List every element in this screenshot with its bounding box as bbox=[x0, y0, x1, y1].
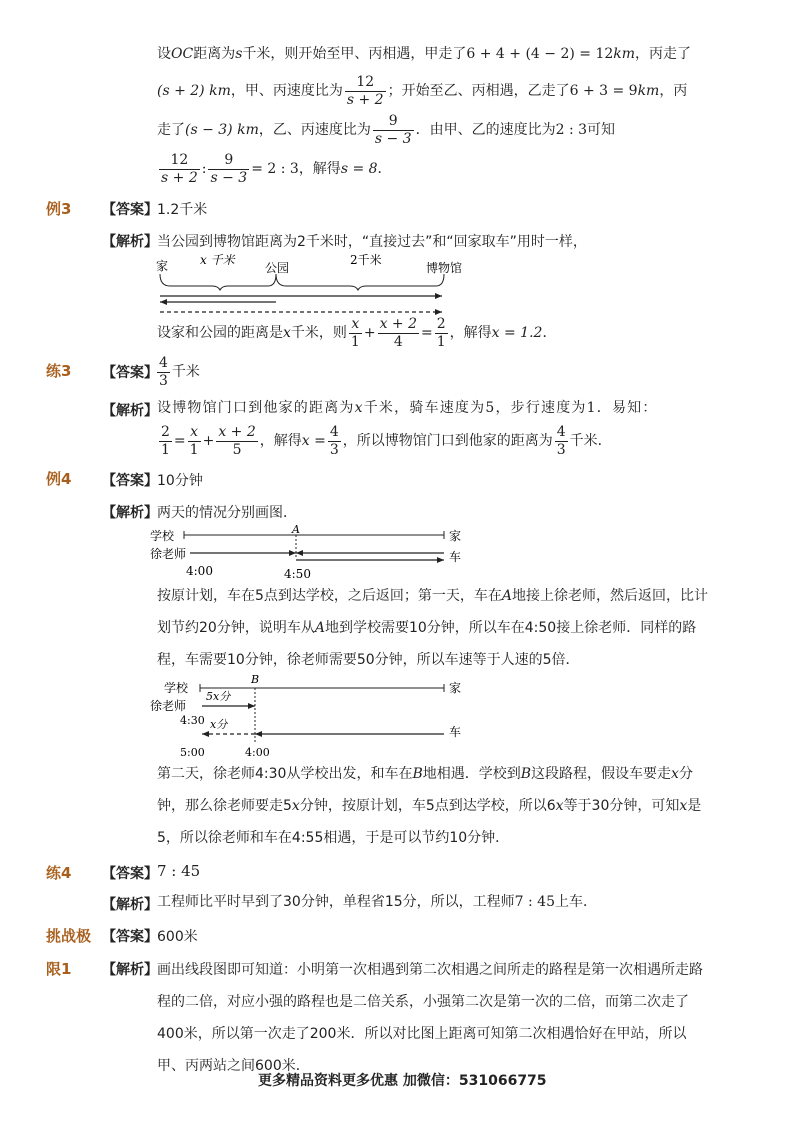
label-school: 学校 bbox=[150, 529, 175, 543]
denominator: 4 bbox=[393, 333, 403, 350]
unit: 千米 bbox=[171, 364, 200, 380]
solution-label: 【解析】 bbox=[102, 234, 158, 250]
ex3-equation-line bbox=[157, 314, 556, 352]
ex4-para-2-line-2 bbox=[157, 796, 701, 816]
text: 程，车需要10分钟，徐老师需要50分钟，所以车速等于人速的5倍． bbox=[157, 652, 580, 668]
text: ，解得 bbox=[298, 161, 341, 177]
text: 设 bbox=[157, 46, 171, 62]
text: ．由甲、乙的速度比为 bbox=[415, 122, 556, 138]
denominator: 1 bbox=[350, 333, 360, 350]
answer-label: 【答案】 bbox=[102, 866, 158, 882]
text: 千米，骑车速度为 bbox=[363, 400, 486, 416]
numerator: 2 bbox=[436, 315, 446, 332]
text: 第二天，徐老师4:30从学校出发，和车在 bbox=[157, 766, 413, 782]
label-5x-min: 5x分 bbox=[206, 690, 231, 703]
answer-value: 7 : 45 bbox=[157, 862, 201, 880]
label-school: 学校 bbox=[164, 681, 189, 695]
challenge-solution-line-4: 甲、丙两站之间600米． bbox=[157, 1058, 310, 1074]
text: 千米，则开始至甲、丙相遇，甲走了 bbox=[242, 46, 467, 62]
answer-label: 【答案】 bbox=[102, 473, 158, 489]
text: 千米，则 bbox=[290, 325, 347, 341]
example-tag: 例4 bbox=[46, 470, 72, 488]
challenge-tag-line-2: 限1 bbox=[46, 960, 72, 978]
label-home: 家 bbox=[449, 681, 462, 695]
numerator: 9 bbox=[373, 113, 414, 131]
text: 设家和公园的距离是 bbox=[157, 325, 283, 341]
numerator: 12 bbox=[159, 152, 200, 170]
practice-tag: 练4 bbox=[46, 864, 72, 882]
text: 地接上徐老师，然后返回，比计 bbox=[512, 588, 709, 604]
math-op: + bbox=[363, 325, 376, 341]
time-400: 4:00 bbox=[245, 746, 270, 759]
fraction bbox=[349, 316, 362, 351]
numerator: 12 bbox=[345, 74, 386, 92]
top-line-2 bbox=[157, 72, 687, 110]
arrow-head bbox=[296, 550, 303, 556]
math-expr: (s − 3) km bbox=[185, 122, 259, 138]
text: 走了 bbox=[157, 122, 185, 138]
denominator: 3 bbox=[556, 441, 566, 458]
denominator: 3 bbox=[329, 441, 339, 458]
numerator: 4 bbox=[329, 423, 339, 440]
label-museum: 博物馆 bbox=[426, 261, 463, 275]
number: 5 bbox=[485, 400, 496, 416]
ex4-para-1-line-3 bbox=[157, 650, 580, 670]
numerator: 4 bbox=[159, 354, 168, 371]
math-var: OC bbox=[171, 46, 194, 62]
arrow-head bbox=[289, 550, 296, 556]
math-var: A bbox=[314, 620, 325, 636]
text: 5，所以徐老师和车在4:55相遇，于是可以节约10分钟． bbox=[157, 830, 510, 846]
denominator: s − 3 bbox=[210, 169, 248, 186]
math-expr: s = 8 bbox=[340, 161, 378, 177]
ex4-para-2-line-3 bbox=[157, 828, 509, 848]
ex4-para-1-line-1 bbox=[157, 586, 708, 606]
math-var: x bbox=[354, 400, 364, 416]
label-xu-teacher: 徐老师 bbox=[150, 699, 187, 713]
denominator: 1 bbox=[189, 441, 199, 458]
label-park: 公园 bbox=[265, 261, 290, 275]
text: 可知 bbox=[587, 122, 616, 138]
ex4-para-1-line-2 bbox=[157, 618, 696, 638]
top-line-1 bbox=[157, 44, 691, 64]
pr3-solution-line-1 bbox=[157, 398, 658, 418]
math-expr: = 2 : 3 bbox=[251, 161, 299, 177]
fraction bbox=[435, 316, 448, 351]
numerator: x + 2 bbox=[218, 423, 256, 440]
pr3-solution-line-2 bbox=[157, 422, 612, 460]
answer-label: 【答案】 bbox=[102, 365, 158, 381]
denominator: 1 bbox=[436, 333, 446, 350]
fraction bbox=[157, 355, 170, 390]
challenge-solution-line-1: 画出线段图即可知道：小明第一次相遇到第二次相遇之间所走的路程是第一次相遇所走路 bbox=[157, 962, 703, 978]
math-var: B bbox=[520, 766, 532, 782]
timeline-diagram-2 bbox=[150, 672, 480, 762]
math-unit: km bbox=[637, 83, 660, 99]
math-unit: km bbox=[613, 46, 636, 62]
text: ，所以博物馆门口到他家的距离为 bbox=[342, 433, 553, 449]
challenge-solution-line-3: 400米，所以第一次走了200米．所以对比图上距离可知第二次相遇恰好在甲站，所以 bbox=[157, 1026, 687, 1042]
text: 是 bbox=[687, 798, 702, 814]
answer-label: 【答案】 bbox=[102, 929, 158, 945]
math-op: = bbox=[173, 433, 186, 449]
label-x-km: x 千米 bbox=[200, 253, 235, 267]
example-tag: 例3 bbox=[46, 200, 72, 218]
time: 7 : 45 bbox=[514, 894, 555, 910]
math-var: x bbox=[671, 766, 679, 782]
label-x-min: x分 bbox=[210, 718, 228, 731]
time-450: 4:50 bbox=[284, 567, 311, 581]
practice-tag: 练3 bbox=[46, 362, 72, 380]
math-op: + bbox=[202, 433, 215, 449]
denominator: 3 bbox=[159, 372, 168, 389]
text: ，乙、丙速度比为 bbox=[258, 122, 371, 138]
text: 钟，那么徐老师要走5 bbox=[157, 798, 292, 814]
top-line-4 bbox=[157, 150, 392, 188]
text: ． bbox=[377, 161, 392, 177]
arrow-head bbox=[255, 731, 262, 737]
math-var: x bbox=[283, 325, 291, 341]
numerator: x bbox=[188, 424, 201, 442]
fraction bbox=[373, 113, 414, 148]
text: 按原计划，车在5点到达学校，之后返回；第一天，车在 bbox=[157, 588, 502, 604]
denominator: 5 bbox=[232, 441, 242, 458]
top-line-3 bbox=[157, 111, 615, 149]
challenge-tag-line-1: 挑战极 bbox=[46, 927, 92, 945]
brace-x bbox=[160, 274, 276, 290]
text: ，丙走了 bbox=[635, 46, 692, 62]
footer-ad: 更多精品资料更多优惠 加微信：531066775 bbox=[258, 1073, 547, 1089]
math-expr: 2 : 3 bbox=[555, 122, 588, 138]
math-expr: x = 1.2 bbox=[491, 325, 543, 341]
fraction bbox=[345, 74, 386, 109]
solution-text: 当公园到博物馆距离为2千米时，“直接过去”和“回家取车”用时一样， bbox=[157, 234, 587, 250]
math-expr: (s + 2) km bbox=[157, 83, 231, 99]
solution-label: 【解析】 bbox=[102, 403, 158, 419]
timeline-diagram-1 bbox=[150, 523, 480, 583]
text: ，甲、丙速度比为 bbox=[230, 83, 343, 99]
fraction bbox=[208, 152, 249, 187]
label-car: 车 bbox=[449, 725, 462, 739]
number: 1 bbox=[586, 400, 597, 416]
text: 分钟，按原计划，车5点到达学校，所以6 bbox=[299, 798, 556, 814]
arrow-head bbox=[202, 731, 209, 737]
ex4-para-2-line-1 bbox=[157, 764, 693, 784]
numerator: 9 bbox=[208, 152, 249, 170]
text: ，解得 bbox=[449, 325, 492, 341]
math-var: x bbox=[555, 798, 564, 814]
answer-value bbox=[155, 353, 200, 391]
text: ；开始至乙、丙相遇，乙走了 bbox=[387, 83, 570, 99]
numerator: 4 bbox=[556, 423, 566, 440]
math-var: B bbox=[412, 766, 423, 782]
answer-value: 1.2千米 bbox=[157, 202, 208, 218]
challenge-solution-line-2: 程的二倍，对应小强的路程也是二倍关系，小强第二次是第一次的二倍，而第二次走了 bbox=[157, 994, 689, 1010]
math-op: : bbox=[201, 161, 207, 177]
answer-value: 10分钟 bbox=[157, 473, 203, 489]
text: ． bbox=[542, 325, 557, 341]
math-var: s bbox=[235, 46, 243, 62]
label-car: 车 bbox=[449, 550, 462, 564]
text: 地到学校需要10分钟，所以车在4:50接上徐老师．同样的路 bbox=[324, 620, 697, 636]
text: 上车． bbox=[554, 894, 597, 910]
text: 千米． bbox=[569, 433, 612, 449]
text: 设博物馆门口到他家的距离为 bbox=[157, 400, 355, 416]
solution-label: 【解析】 bbox=[102, 897, 158, 913]
text: ，步行速度为 bbox=[495, 400, 587, 416]
arrow-head bbox=[160, 299, 167, 305]
fraction bbox=[378, 316, 419, 351]
text: ，丙 bbox=[659, 83, 688, 99]
text: 地相遇．学校到 bbox=[422, 766, 521, 782]
math-expr: 6 + 3 = 9 bbox=[569, 83, 638, 99]
fraction bbox=[216, 424, 257, 459]
math-op: = bbox=[421, 325, 433, 341]
text: 距离为 bbox=[193, 46, 236, 62]
solution-label: 【解析】 bbox=[102, 505, 158, 521]
denominator: s + 2 bbox=[161, 169, 198, 186]
text: ，解得 bbox=[259, 433, 302, 449]
distance-diagram-1 bbox=[150, 250, 480, 320]
arrow-head bbox=[437, 557, 444, 563]
math-var: A bbox=[501, 588, 513, 604]
time-400: 4:00 bbox=[186, 564, 213, 578]
numerator: x bbox=[349, 316, 362, 334]
label-A: A bbox=[292, 523, 300, 536]
math-expr: 6 + 4 + (4 − 2) = 12 bbox=[466, 46, 614, 62]
answer-label: 【答案】 bbox=[102, 202, 158, 218]
time-500: 5:00 bbox=[180, 746, 205, 759]
solution-label: 【解析】 bbox=[102, 962, 158, 978]
solution-text: 两天的情况分别画图． bbox=[157, 505, 297, 521]
fraction bbox=[159, 152, 200, 187]
pr4-solution-line bbox=[157, 892, 597, 912]
text: 等于30分钟，可知 bbox=[563, 798, 680, 814]
label-home: 家 bbox=[156, 259, 169, 273]
brace-2km bbox=[276, 274, 444, 290]
label-xu-teacher: 徐老师 bbox=[150, 547, 187, 561]
math-var: x bbox=[679, 798, 688, 814]
fraction bbox=[188, 424, 201, 459]
fraction bbox=[159, 424, 172, 459]
denominator: 1 bbox=[161, 441, 170, 458]
label-B: B bbox=[251, 673, 260, 686]
arrow-head bbox=[435, 293, 442, 299]
arrow-head bbox=[248, 703, 255, 709]
fraction bbox=[328, 424, 341, 459]
answer-value: 600米 bbox=[157, 929, 198, 945]
label-home: 家 bbox=[449, 529, 462, 543]
text: 这段路程，假设车要走 bbox=[531, 766, 672, 782]
denominator: s − 3 bbox=[374, 130, 412, 147]
text: 工程师比平时早到了30分钟，单程省15分，所以，工程师 bbox=[157, 894, 515, 910]
fraction bbox=[555, 424, 568, 459]
time-430: 4:30 bbox=[180, 714, 205, 727]
math-expr: x = bbox=[301, 433, 326, 449]
text: 分 bbox=[678, 766, 693, 782]
text: ．易知： bbox=[596, 400, 658, 416]
math-var: x bbox=[291, 798, 300, 814]
numerator: x + 2 bbox=[379, 315, 417, 332]
numerator: 2 bbox=[161, 423, 170, 440]
denominator: s + 2 bbox=[346, 91, 384, 108]
label-2km: 2千米 bbox=[350, 253, 382, 267]
text: 划节约20分钟，说明车从 bbox=[157, 620, 315, 636]
